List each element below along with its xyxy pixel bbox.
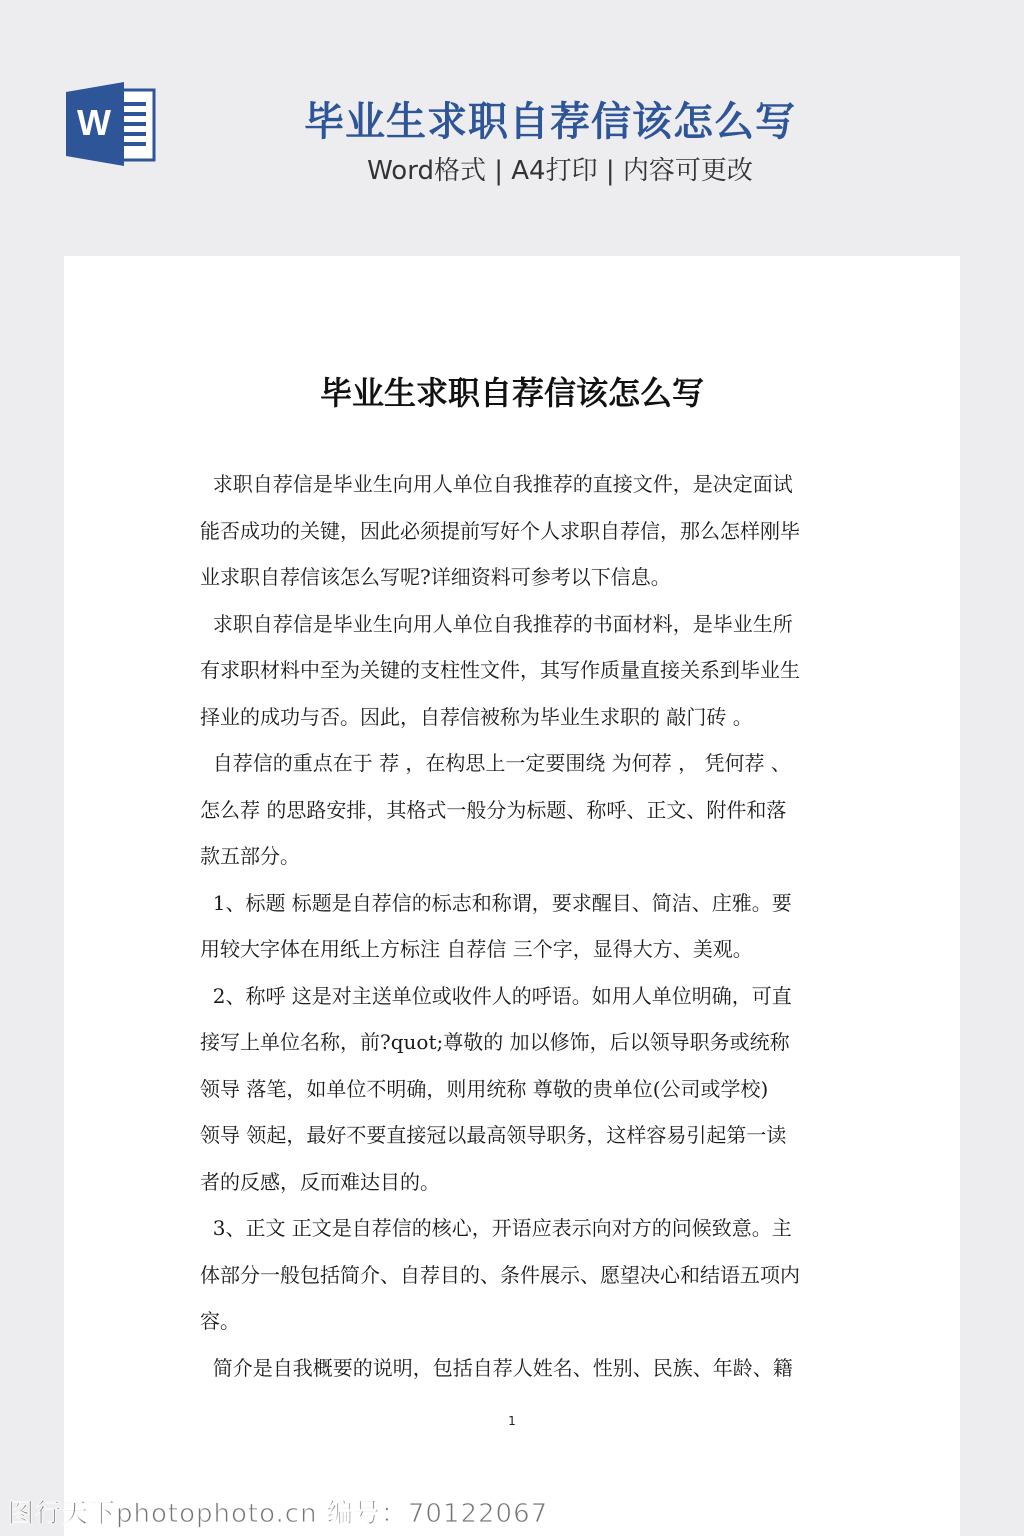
body-line: 业求职自荐信该怎么写呢?详细资料可参考以下信息。 — [200, 565, 671, 589]
document-page — [64, 256, 960, 1536]
document-body — [200, 461, 830, 1391]
word-logo-letter: W — [77, 102, 111, 143]
page-number: 1 — [508, 1414, 516, 1428]
body-line: 求职自荐信是毕业生向用人单位自我推荐的书面材料，是毕业生所 — [200, 611, 793, 636]
body-line: 能否成功的关键，因此必须提前写好个人求职自荐信，那么怎样刚毕 — [200, 518, 800, 543]
body-line: 体部分一般包括简介、自荐目的、条件展示、愿望决心和结语五项内 — [200, 1262, 800, 1287]
body-line: 用较大字体在用纸上方标注 自荐信 三个字，显得大方、美观。 — [200, 937, 753, 961]
body-line: 3、正文 正文是自荐信的核心，开语应表示向对方的问候致意。主 — [200, 1216, 792, 1240]
document-title: 毕业生求职自荐信该怎么写 — [319, 374, 704, 412]
watermark: 图行天下photophoto.cn 编号：70122067 — [8, 1499, 549, 1529]
header-subtitle: Word格式 | A4打印 | 内容可更改 — [367, 156, 753, 186]
body-line: 2、称呼 这是对主送单位或收件人的呼语。如用人单位明确，可直 — [200, 983, 792, 1008]
header-title: 毕业生求职自荐信该怎么写 — [304, 99, 796, 145]
body-line: 自荐信的重点在于 荐 ，在构思上一定要围绕 为何荐 ， 凭何荐 、 — [200, 751, 791, 775]
body-line: 简介是自我概要的说明，包括自荐人姓名、性别、民族、年龄、籍 — [200, 1355, 793, 1380]
word-document-icon — [64, 82, 158, 166]
body-line: 容。 — [200, 1309, 240, 1333]
body-line: 怎么荐 的思路安排，其格式一般分为标题、称呼、正文、附件和落 — [200, 797, 787, 822]
body-line: 择业的成功与否。因此，自荐信被称为毕业生求职的 敲门砖 。 — [200, 704, 753, 729]
body-line: 接写上单位名称，前?quot;尊敬的 加以修饰，后以领导职务或统称 — [200, 1030, 790, 1054]
body-line: 者的反感，反而难达目的。 — [200, 1169, 440, 1194]
body-line: 款五部分。 — [200, 844, 300, 868]
body-line: 1、标题 标题是自荐信的标志和称谓，要求醒目、简洁、庄雅。要 — [200, 890, 792, 915]
body-line: 有求职材料中至为关键的支柱性文件，其写作质量直接关系到毕业生 — [200, 658, 800, 682]
body-line: 领导 领起，最好不要直接冠以最高领导职务，这样容易引起第一读 — [200, 1123, 787, 1147]
body-line: 领导 落笔，如单位不明确，则用统称 尊敬的贵单位(公司或学校) — [200, 1076, 769, 1101]
body-line: 求职自荐信是毕业生向用人单位自我推荐的直接文件，是决定面试 — [200, 472, 793, 496]
